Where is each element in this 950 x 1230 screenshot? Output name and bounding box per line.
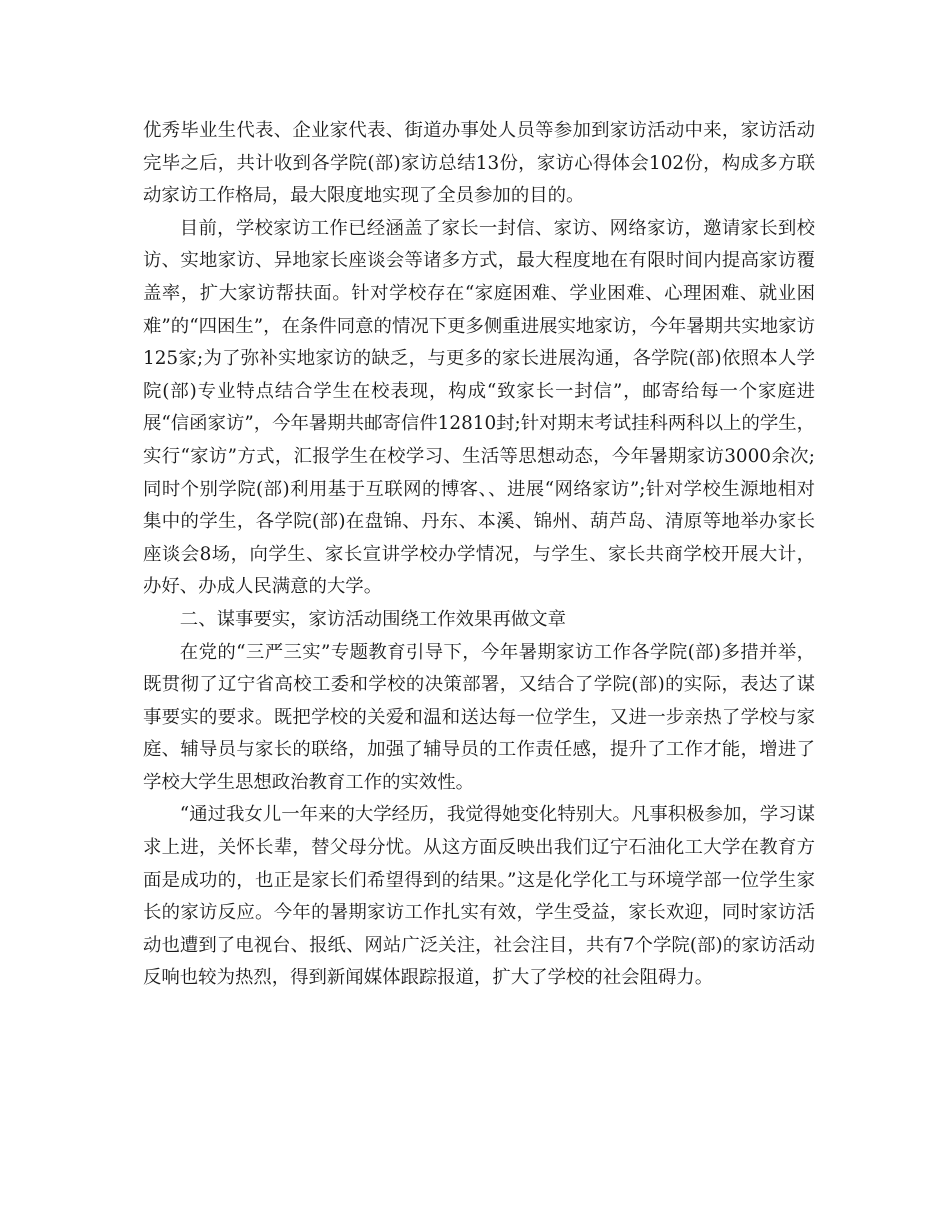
- paragraph-2: 目前，学校家访工作已经涵盖了家长一封信、家访、网络家访，邀请家长到校访、实地家访、异地家长座谈会等诸多方式，最大程度地在有限时间内提高家访覆盖率，扩大家访帮扶面。针对学校存在“家庭困难、学业困难、心理困难、就业困难”的“四困生”，在条件同意的情况下更多侧重进展实地家访，今年暑期共实地家访125家;为了弥补实地家访的缺乏，与更多的家长进展沟通，各学院(部)依照本人学院(部)专业特点结合学生在校表现，构成“致家长一封信”，邮寄给每一个家庭进展“信函家访”，今年暑期共邮寄信件12810封;针对期末考试挂科两科以上的学生，实行“家访”方式，汇报学生在校学习、生活等思想动态，今年暑期家访3000余次;同时个别学院(部)利用基于互联网的博客、、进展“网络家访”;针对学校生源地相对集中的学生，各学院(部)在盘锦、丹东、本溪、锦州、葫芦岛、清原等地举办家长座谈会8场，向学生、家长宣讲学校办学情况，与学生、家长共商学校开展大计，办好、办成人民满意的大学。: [143, 217, 816, 598]
- paragraph-4: “通过我女儿一年来的大学经历，我觉得她变化特别大。凡事积极参加，学习谋求上进，关怀长辈，替父母分忧。从这方面反映出我们辽宁石油化工大学在教育方面是成功的，也正是家长们希望得到的结果。”这是化学化工与环境学部一位学生家长的家访反应。今年的暑期家访工作扎实有效，学生受益，家长欢迎，同时家访活动也遭到了电视台、报纸、网站广泛关注，社会注目，共有7个学院(部)的家访活动反响也较为热烈，得到新闻媒体跟踪报道，扩大了学校的社会阻碍力。: [143, 804, 815, 989]
- paragraph-3: 在党的“三严三实”专题教育引导下，今年暑期家访工作各学院(部)多措并举，既贯彻了辽宁省高校工委和学校的决策部署，又结合了学院(部)的实际，表达了谋事要实的要求。既把学校的关爱和温和送达每一位学生，又进一步亲热了学校与家庭、辅导员与家长的联络，加强了辅导员的工作责任感，提升了工作才能，增进了学校大学生思想政治教育工作的实效性。: [143, 641, 815, 793]
- document-body: [143, 115, 815, 995]
- section-heading: 二、谋事要实，家访活动围绕工作效果再做文章: [179, 608, 567, 630]
- paragraph-1: 优秀毕业生代表、企业家代表、街道办事处人员等参加到家访活动中来，家访活动完毕之后，共计收到各学院(部)家访总结13份，家访心得体会102份，构成多方联动家访工作格局，最大限度地实现了全员参加的目的。: [143, 120, 815, 207]
